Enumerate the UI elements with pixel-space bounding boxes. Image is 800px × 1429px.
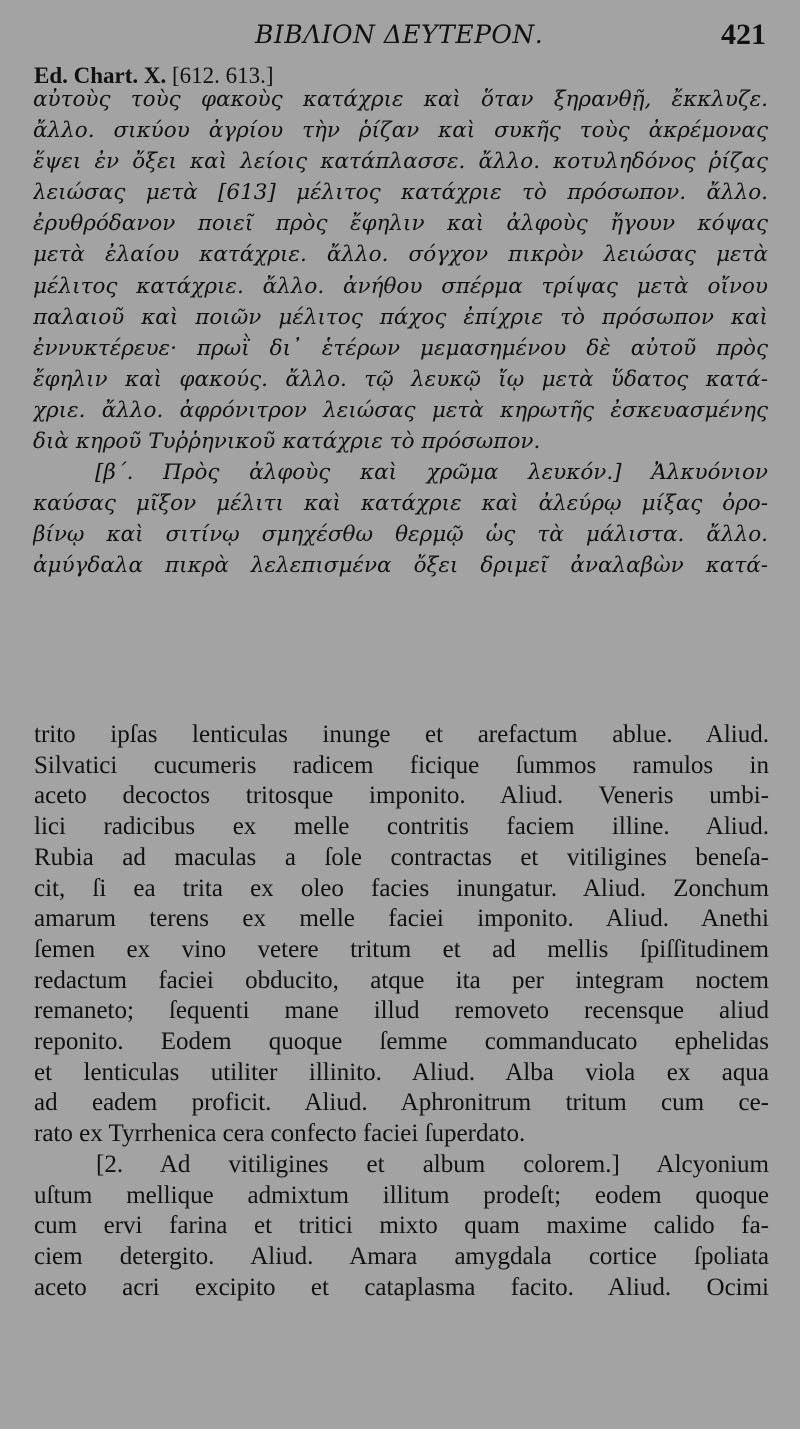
latin-line: Rubia ad maculas a ſole contractas et vitiligines beneſa- <box>34 843 769 871</box>
greek-section-heading-line: [β΄. Πρὸς ἀλφοὺς καὶ χρῶμα λευκόν.] Ἀλκυόνιον <box>95 460 768 486</box>
latin-line: redactum faciei obducito, atque ita per integram noctem <box>34 966 769 994</box>
greek-line: καύσας μῖξον μέλιτι καὶ κατάχριε καὶ ἀλεύρῳ μίξας ὀρο- <box>33 491 768 517</box>
latin-line: rato ex Tyrrhenica cera confecto faciei ſuperdato. <box>34 1120 526 1148</box>
greek-line: αὐτοὺς τοὺς φακοὺς κατάχριε καὶ ὅταν ξηρανθῇ, ἔκκλυζε. <box>33 87 768 112</box>
edition-pages: [612. 613.] <box>172 63 274 88</box>
greek-line: παλαιοῦ καὶ ποιῶν μέλιτος πάχος ἐπίχριε τὸ πρόσωπον καὶ <box>33 304 768 330</box>
greek-line: μέλιτος κατάχριε. ἄλλο. ἀνήθου σπέρμα τρίψας μετὰ οἴνου <box>33 273 768 299</box>
edition-label: Ed. Chart. X. <box>34 63 167 88</box>
greek-text-block <box>33 84 768 582</box>
greek-line: ἐννυκτέρευε· πρωῒ δι᾽ ἑτέρων μεμασημένου δὲ αὐτοῦ πρὸς <box>33 335 768 361</box>
greek-line: λειώσας μετὰ [613] μέλιτος κατάχριε τὸ πρόσωπον. ἄλλο. <box>33 180 768 206</box>
latin-line: trito ipſas lenticulas inunge et arefactum ablue. Aliud. <box>34 721 769 748</box>
latin-line: aceto acri excipito et cataplasma facito. Aliud. Ocimi <box>34 1273 769 1301</box>
greek-line: διὰ κηροῦ Τυῤῥηνικοῦ κατάχριε τὸ πρόσωπον. <box>33 429 541 455</box>
latin-line: reponito. Eodem quoque ſemme commanducato ephelidas <box>34 1028 769 1056</box>
latin-line: lici radicibus ex melle contritis faciem illine. Aliud. <box>34 813 769 841</box>
greek-line: ἔφηλιν καὶ φακούς. ἄλλο. τῷ λευκῷ ἴῳ μετὰ ὕδατος κατά- <box>33 366 768 392</box>
latin-line: et lenticulas utiliter illinito. Aliud. Alba viola ex aqua <box>34 1058 769 1086</box>
latin-line: cit, ſi ea trita ex oleo facies inungatur. Aliud. Zonchum <box>34 874 769 902</box>
latin-line: aceto decoctos tritosque imponito. Aliud. Veneris umbi- <box>34 782 769 810</box>
latin-line: Silvatici cucumeris radicem ficique ſummos ramulos in <box>34 751 769 779</box>
latin-line: ſemen ex vino vetere tritum et ad mellis ſpiſſitudinem <box>34 935 769 963</box>
latin-line: cum ervi farina et tritici mixto quam maxime calido fa- <box>34 1212 769 1240</box>
greek-line: ἄλλο. σικύου ἀγρίου τὴν ῥίζαν καὶ συκῆς τοὺς ἀκρέμονας <box>33 118 768 144</box>
greek-line: χριε. ἄλλο. ἀφρόνιτρον λειώσας μετὰ κηρωτῆς ἐσκευασμένης <box>33 397 768 423</box>
latin-line: remaneto; ſequenti mane illud removeto recensque aliud <box>34 997 769 1025</box>
page-header <box>0 20 800 54</box>
latin-line: amarum terens ex melle faciei imponito. Aliud. Anethi <box>34 905 769 933</box>
greek-line: βίνῳ καὶ σιτίνῳ σμηχέσθω θερμῷ ὡς τὰ μάλιστα. ἄλλο. <box>33 522 768 548</box>
latin-line: ciem detergito. Aliud. Amara amygdala cortice ſpoliata <box>34 1242 769 1270</box>
greek-line: μετὰ ἐλαίου κατάχριε. ἄλλο. σόγχον πικρὸν λειώσας μετὰ <box>33 242 768 268</box>
latin-line: ad eadem proficit. Aliud. Aphronitrum tritum cum ce- <box>34 1089 769 1117</box>
greek-line: ἀμύγδαλα πικρὰ λελεπισμένα ὄξει δριμεῖ ἀναλαβὼν κατά- <box>33 553 768 579</box>
latin-section-heading-line: [2. Ad vitiligines et album colorem.] Alcyonium <box>96 1150 769 1178</box>
greek-line: ἕψει ἐν ὄξει καὶ λείοις κατάπλασσε. ἄλλο. κοτυληδόνος ῥίζας <box>33 149 768 175</box>
running-title: ΒΙΒΛΙΟΝ ΔΕΥΤΕΡΟΝ. <box>255 20 544 49</box>
page-number: 421 <box>721 18 766 51</box>
greek-line: ἐρυθρόδανον ποιεῖ πρὸς ἔφηλιν καὶ ἀλφοὺς ἤγουν κόψας <box>33 211 768 237</box>
latin-line: uſtum mellique admixtum illitum prodeſt; eodem quoque <box>34 1181 769 1209</box>
latin-text-block <box>34 720 769 1303</box>
